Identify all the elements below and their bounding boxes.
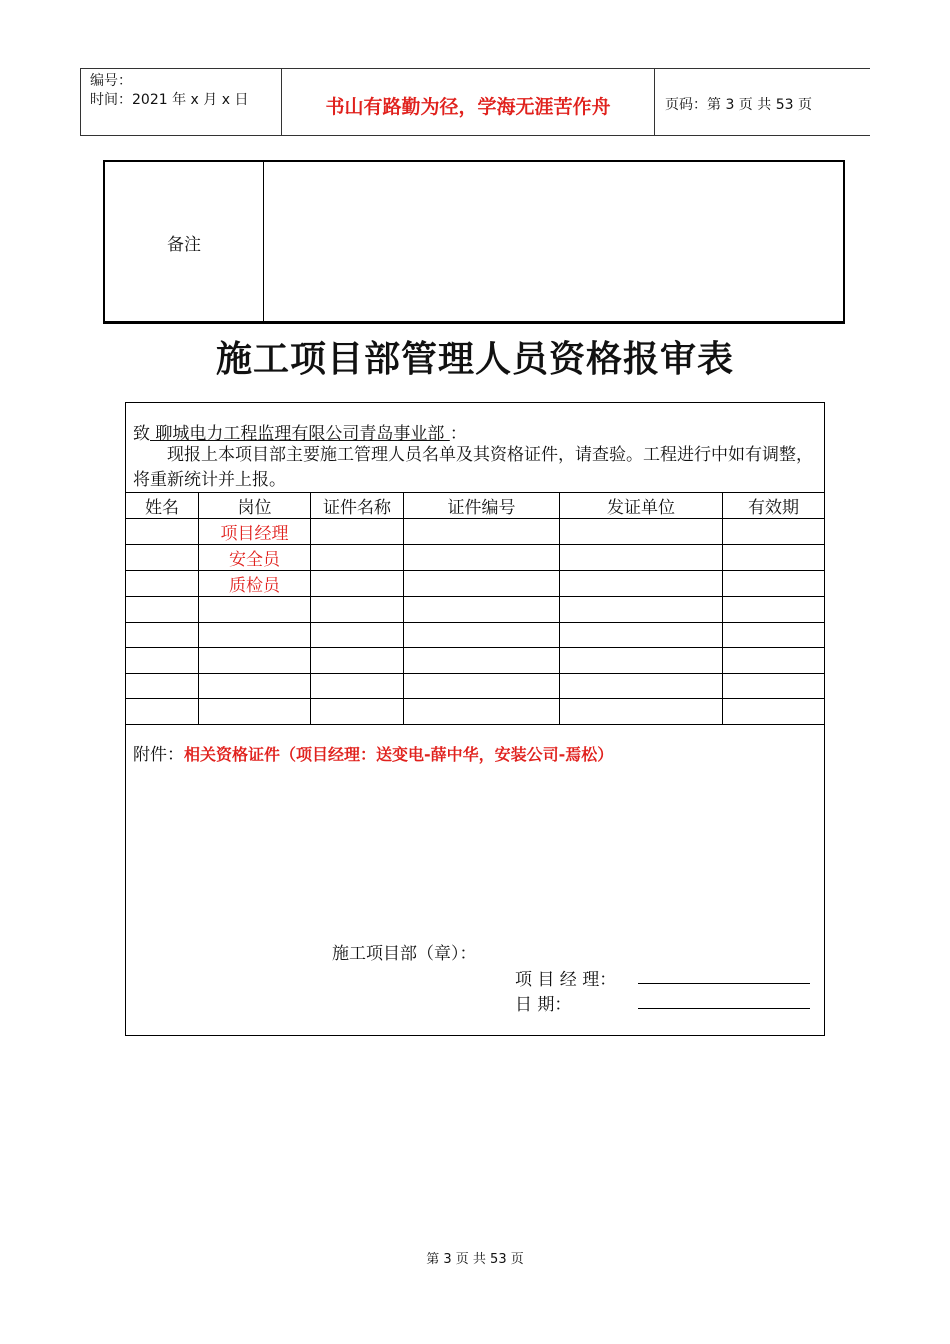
header-top-rule	[80, 68, 870, 69]
cell-validity[interactable]	[723, 571, 825, 597]
col-header-position: 岗位	[199, 493, 311, 519]
header-number-label: 编号：	[90, 73, 132, 89]
form-body-text: 现报上本项目部主要施工管理人员名单及其资格证件，请查验。工程进行中如有调整，将重新统计并上报。	[133, 445, 813, 490]
cell-cert-number[interactable]	[404, 673, 560, 699]
col-header-name: 姓名	[126, 493, 199, 519]
cell-cert-number[interactable]	[404, 699, 560, 725]
cell-issuer[interactable]	[560, 519, 723, 545]
table-row	[126, 622, 825, 648]
cell-position[interactable]	[199, 648, 311, 674]
cell-cert-name[interactable]	[311, 673, 404, 699]
header-motto: 书山有路勤为径，学海无涯苦作舟	[325, 96, 611, 118]
col-header-cert-name: 证件名称	[311, 493, 404, 519]
header-divider-left	[80, 68, 81, 135]
table-row	[126, 699, 825, 725]
recipient-name: 聊城电力工程监理有限公司青岛事业部	[150, 424, 450, 444]
page-footer: 第 3 页 共 53 页	[426, 1252, 524, 1267]
cell-name[interactable]	[126, 571, 199, 597]
cell-name[interactable]	[126, 699, 199, 725]
table-row	[126, 673, 825, 699]
manager-label: 项 目 经 理：	[515, 970, 617, 990]
cell-issuer[interactable]	[560, 545, 723, 571]
cell-position[interactable]: 安全员	[199, 545, 311, 571]
stamp-label: 施工项目部（章）：	[332, 944, 477, 964]
cell-validity[interactable]	[723, 622, 825, 648]
table-row	[126, 519, 825, 545]
greeting-suffix: ：	[449, 424, 467, 444]
page-title: 施工项目部管理人员资格报审表	[215, 338, 734, 380]
date-signature-line[interactable]	[638, 1008, 810, 1009]
header-time-label: 时间：2021 年 x 月 x 日	[90, 92, 249, 108]
cell-validity[interactable]	[723, 519, 825, 545]
personnel-table	[125, 492, 825, 725]
header-divider-2	[654, 68, 655, 135]
cell-issuer[interactable]	[560, 597, 723, 623]
cell-cert-name[interactable]	[311, 545, 404, 571]
remark-box	[103, 160, 845, 324]
cell-name[interactable]	[126, 597, 199, 623]
col-header-issuer: 发证单位	[560, 493, 723, 519]
greeting-prefix: 致	[133, 424, 150, 444]
table-row	[126, 648, 825, 674]
header-bottom-rule	[80, 135, 870, 136]
greeting-line	[133, 419, 467, 444]
cell-position[interactable]: 质检员	[199, 571, 311, 597]
cell-name[interactable]	[126, 648, 199, 674]
cell-name[interactable]	[126, 545, 199, 571]
col-header-cert-number: 证件编号	[404, 493, 560, 519]
header-meta	[90, 72, 248, 110]
cell-name[interactable]	[126, 519, 199, 545]
table-row	[126, 545, 825, 571]
remark-divider	[263, 162, 264, 321]
table-header-row	[126, 493, 825, 519]
cell-cert-name[interactable]	[311, 699, 404, 725]
cell-cert-number[interactable]	[404, 545, 560, 571]
date-label: 日 期：	[515, 995, 572, 1015]
cell-cert-number[interactable]	[404, 648, 560, 674]
cell-position[interactable]: 项目经理	[199, 519, 311, 545]
attachment-label: 附件：	[133, 745, 184, 765]
attachment-line	[133, 740, 613, 765]
cell-cert-name[interactable]	[311, 648, 404, 674]
header-page-info: 页码：第 3 页 共 53 页	[665, 97, 812, 113]
cell-validity[interactable]	[723, 597, 825, 623]
cell-cert-number[interactable]	[404, 519, 560, 545]
manager-signature-line[interactable]	[638, 983, 810, 984]
cell-issuer[interactable]	[560, 699, 723, 725]
cell-name[interactable]	[126, 622, 199, 648]
cell-position[interactable]	[199, 673, 311, 699]
cell-validity[interactable]	[723, 673, 825, 699]
attachment-text: 相关资格证件（项目经理：送变电-薛中华，安装公司-焉松）	[184, 745, 614, 764]
cell-cert-number[interactable]	[404, 622, 560, 648]
cell-cert-number[interactable]	[404, 597, 560, 623]
cell-position[interactable]	[199, 597, 311, 623]
cell-validity[interactable]	[723, 699, 825, 725]
cell-cert-number[interactable]	[404, 571, 560, 597]
table-row	[126, 571, 825, 597]
cell-position[interactable]	[199, 699, 311, 725]
cell-validity[interactable]	[723, 648, 825, 674]
cell-cert-name[interactable]	[311, 622, 404, 648]
table-row	[126, 597, 825, 623]
cell-issuer[interactable]	[560, 673, 723, 699]
cell-cert-name[interactable]	[311, 519, 404, 545]
cell-cert-name[interactable]	[311, 597, 404, 623]
cell-cert-name[interactable]	[311, 571, 404, 597]
cell-position[interactable]	[199, 622, 311, 648]
cell-issuer[interactable]	[560, 648, 723, 674]
remark-label: 备注	[167, 235, 201, 255]
cell-name[interactable]	[126, 673, 199, 699]
cell-issuer[interactable]	[560, 622, 723, 648]
cell-validity[interactable]	[723, 545, 825, 571]
cell-issuer[interactable]	[560, 571, 723, 597]
col-header-validity: 有效期	[723, 493, 825, 519]
